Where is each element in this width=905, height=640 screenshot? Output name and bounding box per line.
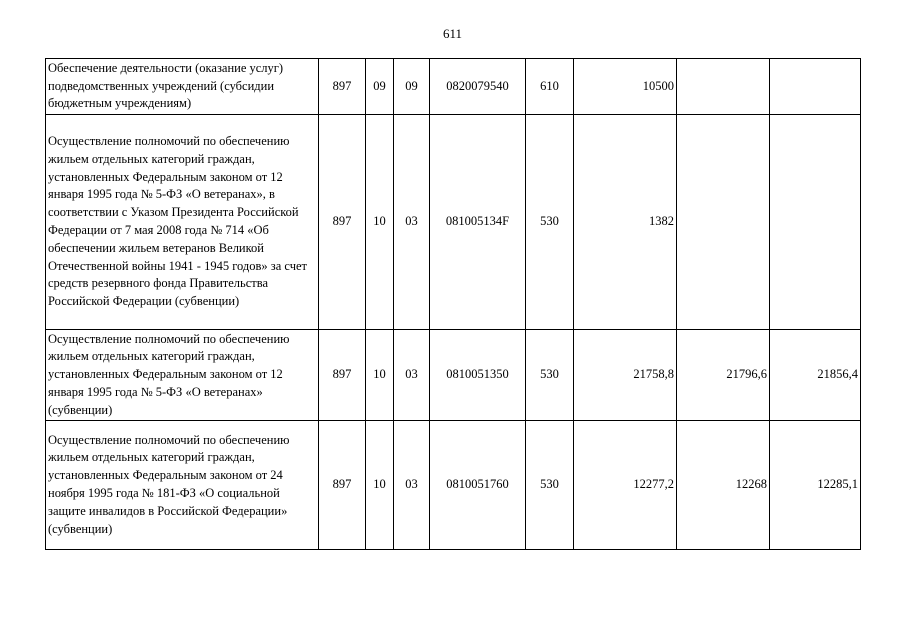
table-row (46, 330, 861, 421)
sum-year-2-cell: 21796,6 (677, 330, 770, 421)
expense-type-cell: 530 (526, 115, 574, 330)
sum-year-3-cell (770, 59, 861, 115)
ministry-code-cell: 897 (319, 330, 366, 421)
expense-type-cell: 530 (526, 421, 574, 550)
expense-name-cell: Осуществление полномочий по обеспечению жильем отдельных категорий граждан, установленных Федеральным законом от 12 января 1995 года № 5-ФЗ «О ветеранах» (субвенции) (46, 330, 319, 421)
ministry-code-cell: 897 (319, 421, 366, 550)
section-cell: 10 (366, 115, 394, 330)
subsection-cell: 09 (394, 59, 430, 115)
target-article-cell: 081005134F (430, 115, 526, 330)
ministry-code-cell: 897 (319, 59, 366, 115)
expense-type-cell: 610 (526, 59, 574, 115)
subsection-cell: 03 (394, 115, 430, 330)
sum-year-2-cell (677, 59, 770, 115)
sum-year-1-cell: 12277,2 (574, 421, 677, 550)
sum-year-2-cell (677, 115, 770, 330)
section-cell: 10 (366, 330, 394, 421)
budget-table (45, 58, 861, 550)
sum-year-3-cell: 21856,4 (770, 330, 861, 421)
subsection-cell: 03 (394, 330, 430, 421)
sum-year-1-cell: 21758,8 (574, 330, 677, 421)
sum-year-2-cell: 12268 (677, 421, 770, 550)
sum-year-1-cell: 1382 (574, 115, 677, 330)
target-article-cell: 0810051350 (430, 330, 526, 421)
sum-year-3-cell (770, 115, 861, 330)
page-number: 611 (442, 26, 463, 41)
table-row (46, 115, 861, 330)
section-cell: 09 (366, 59, 394, 115)
expense-name-cell: Осуществление полномочий по обеспечению жильем отдельных категорий граждан, установленных Федеральным законом от 12 января 1995 года № 5-ФЗ «О ветеранах», в соответствии с Указом Президента Российской Федерации от 7 мая 2008 года № 714 «Об обеспечении жильем ветеранов Великой Отечественной войны 1941 - 1945 годов» за счет средств резервного фонда Правительства Российской Федерации (субвенции) (46, 115, 319, 330)
section-cell: 10 (366, 421, 394, 550)
sum-year-3-cell: 12285,1 (770, 421, 861, 550)
expense-type-cell: 530 (526, 330, 574, 421)
table-row (46, 421, 861, 550)
ministry-code-cell: 897 (319, 115, 366, 330)
expense-name-cell: Обеспечение деятельности (оказание услуг) подведомственных учреждений (субсидии бюджетным учреждениям) (46, 59, 319, 115)
target-article-cell: 0820079540 (430, 59, 526, 115)
expense-name-cell: Осуществление полномочий по обеспечению жильем отдельных категорий граждан, установленных Федеральным законом от 24 ноября 1995 года № 181-ФЗ «О социальной защите инвалидов в Российской Федерации» (субвенции) (46, 421, 319, 550)
sum-year-1-cell: 10500 (574, 59, 677, 115)
subsection-cell: 03 (394, 421, 430, 550)
table-row (46, 59, 861, 115)
target-article-cell: 0810051760 (430, 421, 526, 550)
